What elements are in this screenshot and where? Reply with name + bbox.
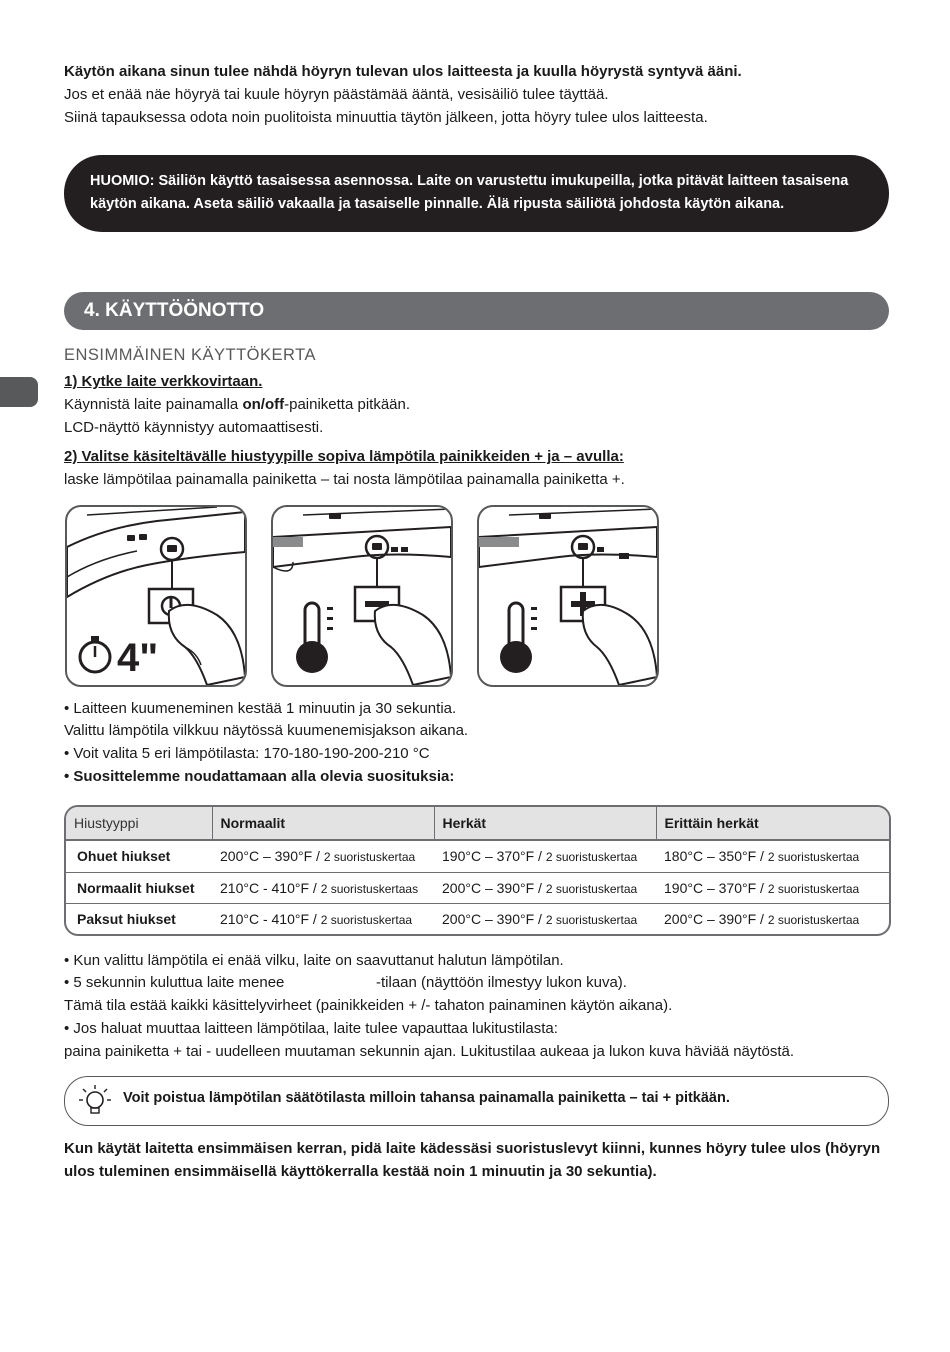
- warning-note: [64, 155, 889, 232]
- warning-note-line-1: HUOMIO: Säiliön käyttö tasaisessa asennossa. Laite on varustettu imukupeilla, jotka pitävät laitteen tasaisena: [90, 173, 849, 189]
- cell-passes: 2 suoristuskertaa: [767, 850, 860, 865]
- cell-passes: 2 suoristuskertaa: [545, 912, 638, 927]
- final-line-2: ulos tuleminen ensimmäisellä käyttökerralla kestää noin 1 minuutin ja 30 sekuntia).: [64, 1163, 657, 1180]
- intro-line-3: Siinä tapauksessa odota noin puolitoista minuuttia täytön jälkeen, jotta höyry tulee ulos laitteesta.: [64, 109, 708, 126]
- stopwatch-icon: [80, 636, 110, 672]
- temperature-table: [64, 805, 891, 936]
- figure-temperature-up: [477, 505, 659, 687]
- table-header-row: [66, 807, 889, 840]
- after-line-3: Tämä tila estää kaikki käsittelyvirheet (painikkeiden + /- tahaton painaminen käytön aikana).: [64, 997, 673, 1014]
- info-line-3: • Suosittelemme noudattamaan alla olevia suosituksia:: [64, 768, 455, 785]
- cell-temp: 210°C - 410°F /: [220, 879, 321, 896]
- step1-line-1-pre: Käynnistä laite painamalla: [64, 396, 243, 413]
- table-header: Erittäin herkät: [656, 807, 889, 840]
- info-line-1b: Valittu lämpötila vilkkuu näytössä kuumenemisjakson aikana.: [64, 722, 469, 739]
- row-label: Paksut hiukset: [66, 903, 212, 934]
- step1-line-2: LCD-näyttö käynnistyy automaattisesti.: [64, 419, 324, 436]
- cell-passes: 2 suoristuskertaa: [767, 912, 860, 927]
- thermometer-icon: [500, 603, 537, 673]
- after-line-1: • Kun valittu lämpötila ei enää vilku, laite on saavuttanut halutun lämpötilan.: [64, 952, 564, 969]
- table-header: Herkät: [434, 807, 656, 840]
- table-row: [66, 840, 889, 872]
- step1-line-1-post: -painiketta pitkään.: [284, 396, 411, 413]
- cell-passes: 2 suoristuskertaa: [545, 850, 638, 865]
- intro-line-1: Käytön aikana sinun tulee nähdä höyryn tulevan ulos laitteesta ja kuulla höyrystä syntyvä ääni.: [64, 63, 742, 80]
- cell-temp: 190°C – 370°F /: [664, 879, 768, 896]
- final-line-1: Kun käytät laitetta ensimmäisen kerran, pidä laite kädessäsi suoristuslevyt kiinni, kunnes höyry tulee ulos (höyryn: [64, 1140, 881, 1157]
- cell-passes: 2 suoristuskertaa: [320, 912, 413, 927]
- table-header: Normaalit: [212, 807, 434, 840]
- lightbulb-icon: [77, 1083, 113, 1119]
- cell-passes: 2 suoristuskertaa: [545, 881, 638, 896]
- info-line-1: • Laitteen kuumeneminen kestää 1 minuutin ja 30 sekuntia.: [64, 700, 457, 717]
- table-cell: [656, 872, 889, 903]
- step1-line-1: [64, 395, 410, 415]
- intro-line-2: Jos et enää näe höyryä tai kuule höyryn päästämää ääntä, vesisäiliö tulee täyttää.: [64, 86, 609, 103]
- cell-temp: 190°C – 370°F /: [442, 848, 546, 865]
- thermometer-icon: [296, 603, 333, 673]
- tip-box: [64, 1076, 889, 1126]
- info-line-2: • Voit valita 5 eri lämpötilasta: 170-180-190-200-210 °C: [64, 745, 430, 762]
- tip-text: Voit poistua lämpötilan säätötilasta milloin tahansa painamalla painiketta – tai + pitkään.: [123, 1090, 730, 1106]
- step1-title: 1) Kytke laite verkkovirtaan.: [64, 373, 263, 390]
- cell-passes: 2 suoristuskertaa: [323, 850, 416, 865]
- step1-line-1-bold: on/off: [242, 396, 285, 413]
- cell-temp: 210°C - 410°F /: [220, 910, 321, 927]
- section-heading: [64, 292, 889, 330]
- after-line-5: paina painiketta + tai - uudelleen muutaman sekunnin ajan. Lukitustilaa aukeaa ja lukon kuva häviää näytöstä.: [64, 1043, 795, 1060]
- row-label: Ohuet hiukset: [77, 848, 171, 865]
- after-line-4: • Jos haluat muuttaa laitteen lämpötilaa, laite tulee vapauttaa lukitustilasta:: [64, 1020, 558, 1037]
- table-cell: [434, 872, 656, 903]
- table-cell: [212, 840, 434, 872]
- table-header: Hiustyyppi: [66, 807, 212, 840]
- figure-power-on: [65, 505, 247, 687]
- table-cell: [212, 872, 434, 903]
- subheading: ENSIMMÄINEN KÄYTTÖKERTA: [64, 346, 317, 364]
- cell-temp: 200°C – 390°F /: [220, 848, 324, 865]
- step2-line-1: laske lämpötilaa painamalla painiketta – tai nosta lämpötilaa painamalla painiketta +.: [64, 471, 625, 488]
- row-label: Normaalit hiukset: [66, 872, 212, 903]
- table-cell: [434, 903, 656, 934]
- warning-note-line-2: käytön aikana. Aseta säiliö vakaalla ja tasaiselle pinnalle. Älä ripusta säiliötä johdosta käytön aikana.: [90, 196, 785, 212]
- cell-temp: 180°C – 350°F /: [664, 848, 768, 865]
- timer-label: 4": [117, 636, 159, 680]
- cell-passes: 2 suoristuskertaa: [767, 881, 860, 896]
- page-side-tab: [0, 377, 38, 407]
- table-cell: [656, 903, 889, 934]
- table-cell: [212, 903, 434, 934]
- table-row: [66, 872, 889, 903]
- figure-temperature-down: [271, 505, 453, 687]
- section-title: 4. KÄYTTÖÖNOTTO: [84, 300, 265, 321]
- cell-temp: 200°C – 390°F /: [664, 910, 768, 927]
- step2-title: 2) Valitse käsiteltävälle hiustyypille sopiva lämpötila painikkeiden + ja – avulla:: [64, 448, 624, 465]
- table-row: [66, 903, 889, 934]
- table-cell: [434, 840, 656, 872]
- table-cell: [656, 840, 889, 872]
- after-line-2b: -tilaan (näyttöön ilmestyy lukon kuva).: [376, 974, 627, 991]
- cell-passes: 2 suoristuskertaas: [320, 881, 419, 896]
- cell-temp: 200°C – 390°F /: [442, 910, 546, 927]
- cell-temp: 200°C – 390°F /: [442, 879, 546, 896]
- after-line-2a: • 5 sekunnin kuluttua laite menee: [64, 974, 285, 991]
